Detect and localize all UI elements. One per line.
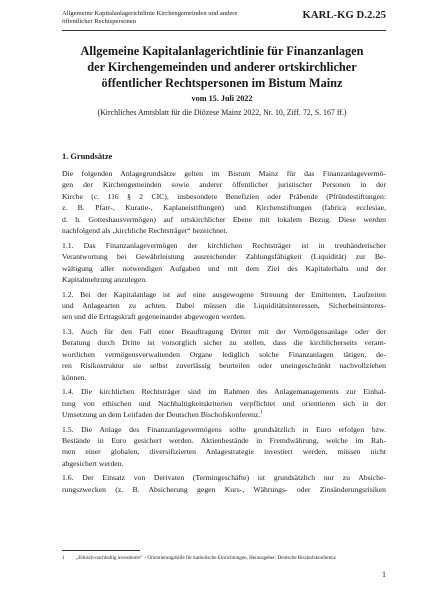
footnote-text: „Ethisch-nachhaltig investieren“ – Orientierungshilfe für katholische Einrichtungen, Herausgeber: Deutsche Bischofskonferenz: [76, 555, 336, 561]
text-line: 1.5. Die Anlage des Finanzanlagevermögens sollte grundsätzlich in Euro erfolgen bzw.: [62, 424, 386, 434]
paragraph: [62, 326, 386, 383]
paragraph: [62, 472, 386, 495]
text-line: gen der Kirchengemeinden sowie anderer öffentlicher juristischer Personen in der: [62, 180, 386, 190]
text-line: tung von ethischen und Nachhaltigkeitskriterien verpflichtet und orientieren sich in der: [62, 398, 386, 408]
text-line: rungszwecken (z. B. Absicherung gegen Kurs-, Währungs- oder Zinsänderungsrisiken: [62, 484, 386, 494]
text-line: abgesichert werden.: [62, 458, 124, 468]
footnote-divider: [62, 550, 140, 551]
text-line: 1.3. Auch für den Fall einer Beauftragung Dritter mit der Vermögensanlage oder der: [62, 326, 386, 336]
title-line: öffentlicher Rechtspersonen im Bistum Mainz: [101, 76, 343, 91]
text-line: Verantwortung bei Gewährleistung ausreichender Zahlungsfähigkeit (Liquidität) zur Be-: [62, 252, 386, 262]
text-line: Umsetzung an dem Leitfaden der Deutschen Bischofskonferenz.$^1$: [62, 410, 263, 420]
text-line: Bestände in Euro gesichert werden. Aktienbestände in Fremdwährung, welche im Rah-: [62, 435, 386, 445]
footnote: [62, 555, 392, 561]
paragraph: [62, 289, 386, 323]
section-body: [62, 168, 386, 498]
text-line: 1.4. Die kirchlichen Rechtsträger sind im Rahmen des Anlagemanagements zur Einhal-: [62, 387, 386, 397]
text-line: können.: [62, 372, 87, 382]
running-header-line: öffentlicher Rechtspersonen: [62, 18, 137, 25]
footnote-ref[interactable]: 1: [260, 410, 263, 416]
text-line: Die folgenden Anlagegrundsätze gelten im Bistum Mainz für das Finanzanlagevermö-: [62, 169, 386, 178]
page-number: 1: [382, 570, 386, 579]
text-line: 1.1. Das Finanzanlagevermögen der kirchlichen Rechtsträger ist in treuhänderischer: [62, 240, 386, 250]
footnote-number: 1: [62, 555, 65, 561]
text-line: Kapitalmehrung anzulegen.: [62, 275, 147, 285]
header-divider: [62, 30, 386, 31]
text-line: d. h. Gotteshausvermögen) auf ortskirchlicher Ebene mit lokalem Bezug. Diese werden: [62, 214, 386, 224]
paragraph: [62, 424, 386, 470]
running-header: [62, 10, 302, 26]
text-line: wortlichen vermögensverwaltenden Organe lediglich solche Finanzanlagen tätigen, de-: [62, 349, 386, 359]
document-code: KARL-KG D.2.25: [302, 10, 386, 21]
title-line: Allgemeine Kapitalanlagerichtlinie für Finanzanlagen: [80, 44, 364, 58]
text-line: ren Risikostruktur sie selbst zuverlässig beurteilen oder uneingeschränkt nachvollziehen: [62, 361, 386, 371]
text-line: 1.6. Der Einsatz von Derivaten (Termingeschäfte) ist grundsätzlich nur zu Absiche-: [62, 473, 386, 483]
running-header-line: Allgemeine Kapitalanlagerichtlinie Kirchengemeinden und andere: [62, 10, 238, 17]
source-reference: (Kirchliches Amtsblatt für die Diözese Mainz 2022, Nr. 10, Ziff. 72, S. 167 ff.): [97, 108, 347, 117]
text-line: 1.2. Bei der Kapitalanlage ist auf eine ausgewogene Streuung der Emittenten, Laufzeiten: [62, 289, 386, 299]
text-line: Beratung durch Dritte ist vorsorglich sicher zu stellen, dass die kirchlicherseits verant-: [62, 338, 386, 348]
text-line: wältigung aller notwendigen Aufgaben und mit dem Ziel des Kapitalerhalts und der: [62, 263, 386, 273]
paragraph: [62, 240, 386, 286]
text-line: men einer globalen, diversifizierten Anlagestrategie investiert werden, müssen nicht: [62, 447, 386, 457]
text-line: und Anlagearten zu achten. Dabei müssen die Liquiditätsinteressen, Sicherheitsinteres-: [62, 300, 386, 310]
text-line: z. B. Pfarr-, Kuratie-, Kaplaneistiftungen) und Kirchenstiftungen (fabrica ecclesiae,: [62, 203, 386, 213]
title-line: der Kirchengemeinden und anderer ortskirchlicher: [87, 60, 357, 75]
paragraph: [62, 168, 386, 237]
document-title: [50, 43, 394, 92]
text-line: nachfolgend als „kirchliche Rechtsträger“ bezeichnet.: [62, 226, 228, 236]
paragraph: [62, 386, 386, 420]
document-date: vom 15. Juli 2022: [191, 94, 253, 103]
text-line: sen und die Ertragskraft gegeneinander abgewogen werden.: [62, 312, 246, 322]
section-heading: 1. Grundsätze: [62, 152, 113, 161]
text-line: Kirche (c. 116 § 2 CIC), insbesondere Benefizien oder Präbende (Pfründestiftungen:: [62, 191, 386, 201]
